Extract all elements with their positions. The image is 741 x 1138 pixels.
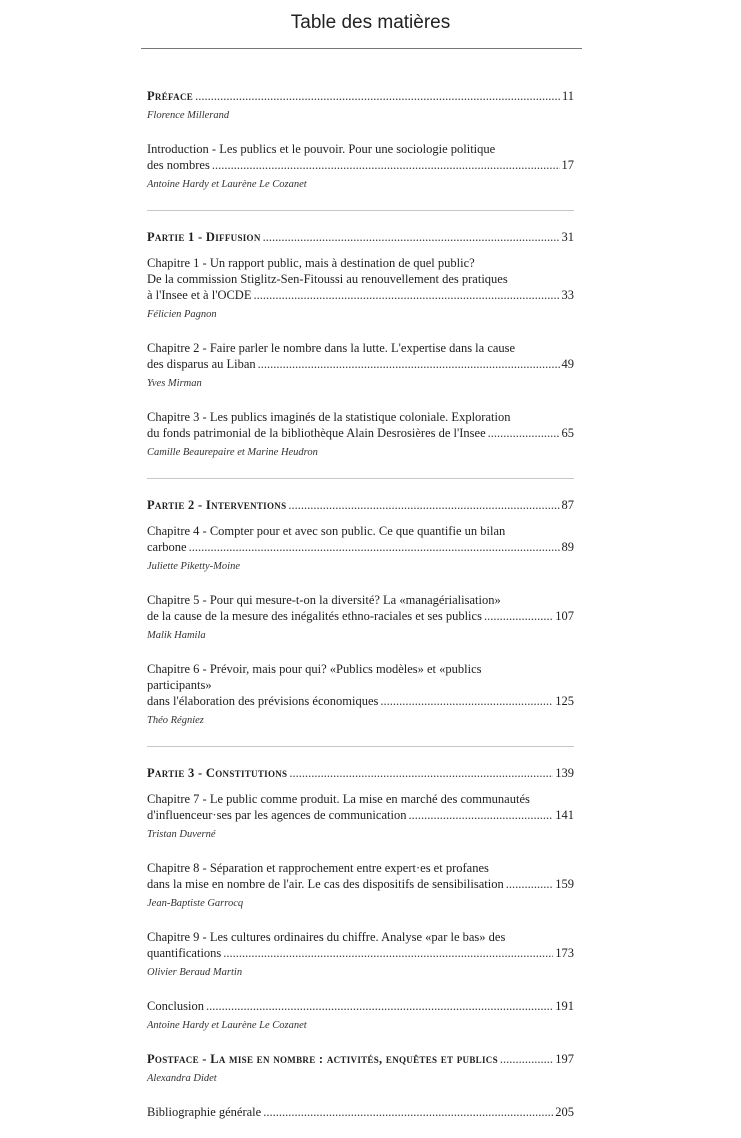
entry-title: Bibliographie générale [147,1105,262,1119]
toc-entry[interactable] [147,592,574,643]
part-separator [147,210,574,211]
toc-part[interactable] [147,229,574,245]
page-number: 49 [561,357,574,371]
entry-author: Florence Millerand [147,110,230,121]
entry-title-line: Chapitre 9 - Les cultures ordinaires du chiffre. Analyse «par le bas» des [147,930,506,944]
entry-title-line: Chapitre 2 - Faire parler le nombre dans la lutte. L'expertise dans la cause [147,341,516,355]
entry-line [147,693,574,709]
entry-author: Théo Régniez [147,715,204,726]
entry-title-line: participants» [147,678,212,692]
entry-author: Antoine Hardy et Laurène Le Cozanet [147,1020,307,1031]
toc-entry[interactable] [147,409,574,460]
entry-title: Préface [147,89,194,103]
entry-author: Olivier Beraud Martin [147,967,243,978]
entry-title: Postface - La mise en nombre : activités, enquêtes et publics [147,1052,498,1066]
entry-line [147,539,574,555]
page-number: 125 [555,694,574,708]
dot-leader [206,998,553,1014]
entry-title-line: Chapitre 8 - Séparation et rapprochement entre expert·es et profanes [147,861,489,875]
toc-entry[interactable] [147,340,574,391]
page-number: 65 [561,426,574,440]
title-rule [141,48,582,49]
toc-entry[interactable] [147,523,574,574]
entry-title: carbone [147,540,187,554]
entry-title-line: Chapitre 5 - Pour qui mesure-t-on la diversité? La «managérialisation» [147,593,501,607]
entry-author: Juliette Piketty-Moine [147,561,240,572]
page-number: 11 [561,89,574,103]
entry-title: quantifications [147,946,222,960]
entry-line [147,157,574,173]
dot-leader [289,765,553,781]
entry-title-line: Chapitre 7 - Le public comme produit. La mise en marché des communautés [147,792,530,806]
page-number: 31 [561,230,574,244]
toc-entry[interactable] [147,255,574,322]
toc-entry[interactable] [147,661,574,728]
toc-entry[interactable] [147,998,574,1033]
toc-part[interactable] [147,765,574,781]
page-number: 89 [561,540,574,554]
entry-line [147,945,574,961]
toc-entry[interactable] [147,1051,574,1086]
toc-entry[interactable] [147,141,574,192]
entry-title-line: Chapitre 1 - Un rapport public, mais à destination de quel public? [147,256,475,270]
page-number: 173 [555,946,574,960]
entry-title: des disparus au Liban [147,357,256,371]
page-number: 141 [555,808,574,822]
entry-line [147,765,574,781]
dot-leader [258,356,560,372]
entry-title: des nombres [147,158,210,172]
entry-line [147,807,574,823]
page-title: Table des matières [290,12,451,33]
entry-title-line: Introduction - Les publics et le pouvoir. Pour une sociologie politique [147,142,496,156]
entry-title: dans l'élaboration des prévisions économiques [147,694,379,708]
entry-author: Jean-Baptiste Garrocq [147,898,244,909]
entry-line [147,998,574,1014]
toc-entry[interactable] [147,929,574,980]
toc-entry[interactable] [147,88,574,123]
entry-line [147,497,574,513]
toc-entry[interactable] [147,1104,574,1120]
page-number: 205 [555,1105,574,1119]
dot-leader [212,157,560,173]
entry-title: à l'Insee et à l'OCDE [147,288,252,302]
part-separator [147,746,574,747]
page-number: 159 [555,877,574,891]
dot-leader [500,1051,553,1067]
toc-entry[interactable] [147,860,574,911]
dot-leader [195,88,560,104]
toc-part[interactable] [147,497,574,513]
entry-title: dans la mise en nombre de l'air. Le cas des dispositifs de sensibilisation [147,877,504,891]
dot-leader [488,425,560,441]
entry-line [147,229,574,245]
entry-author: Antoine Hardy et Laurène Le Cozanet [147,179,307,190]
page-number: 87 [561,498,574,512]
entry-title: de la cause de la mesure des inégalités ethno-raciales et ses publics [147,609,482,623]
entry-author: Tristan Duverné [147,829,216,840]
entry-line [147,287,574,303]
entry-line [147,608,574,624]
entry-title-line: Chapitre 3 - Les publics imaginés de la statistique coloniale. Exploration [147,410,511,424]
page-number: 139 [555,766,574,780]
dot-leader [223,945,553,961]
part-separator [147,478,574,479]
entry-title: du fonds patrimonial de la bibliothèque Alain Desrosières de l'Insee [147,426,486,440]
dot-leader [380,693,553,709]
dot-leader [506,876,554,892]
entry-title-line: Chapitre 4 - Compter pour et avec son public. Ce que quantifie un bilan [147,524,506,538]
page-number: 197 [555,1052,574,1066]
entry-author: Camille Beaurepaire et Marine Heudron [147,447,318,458]
dot-leader [189,539,560,555]
page-number: 33 [561,288,574,302]
entry-title: Partie 3 - Constitutions [147,766,288,780]
page-number: 107 [555,609,574,623]
entry-line [147,876,574,892]
entry-title: Partie 2 - Interventions [147,498,287,512]
entry-title: Conclusion [147,999,204,1013]
page-number: 191 [555,999,574,1013]
dot-leader [253,287,559,303]
entry-author: Yves Mirman [147,378,202,389]
entry-author: Félicien Pagnon [147,309,217,320]
entry-author: Alexandra Didet [147,1073,217,1084]
entry-title: Partie 1 - Diffusion [147,230,261,244]
dot-leader [288,497,559,513]
dot-leader [484,608,553,624]
entry-line [147,1051,574,1067]
entry-author: Malik Hamila [147,630,206,641]
dot-leader [263,1104,553,1120]
table-of-contents [147,88,574,1138]
entry-line [147,425,574,441]
entry-title-line: De la commission Stiglitz-Sen-Fitoussi au renouvellement des pratiques [147,272,508,286]
entry-line [147,88,574,104]
entry-title-line: Chapitre 6 - Prévoir, mais pour qui? «Publics modèles» et «publics [147,662,482,676]
dot-leader [408,807,553,823]
entry-line [147,1104,574,1120]
entry-line [147,356,574,372]
toc-entry[interactable] [147,791,574,842]
entry-title: d'influenceur·ses par les agences de communication [147,808,407,822]
page-number: 17 [561,158,574,172]
dot-leader [263,229,560,245]
